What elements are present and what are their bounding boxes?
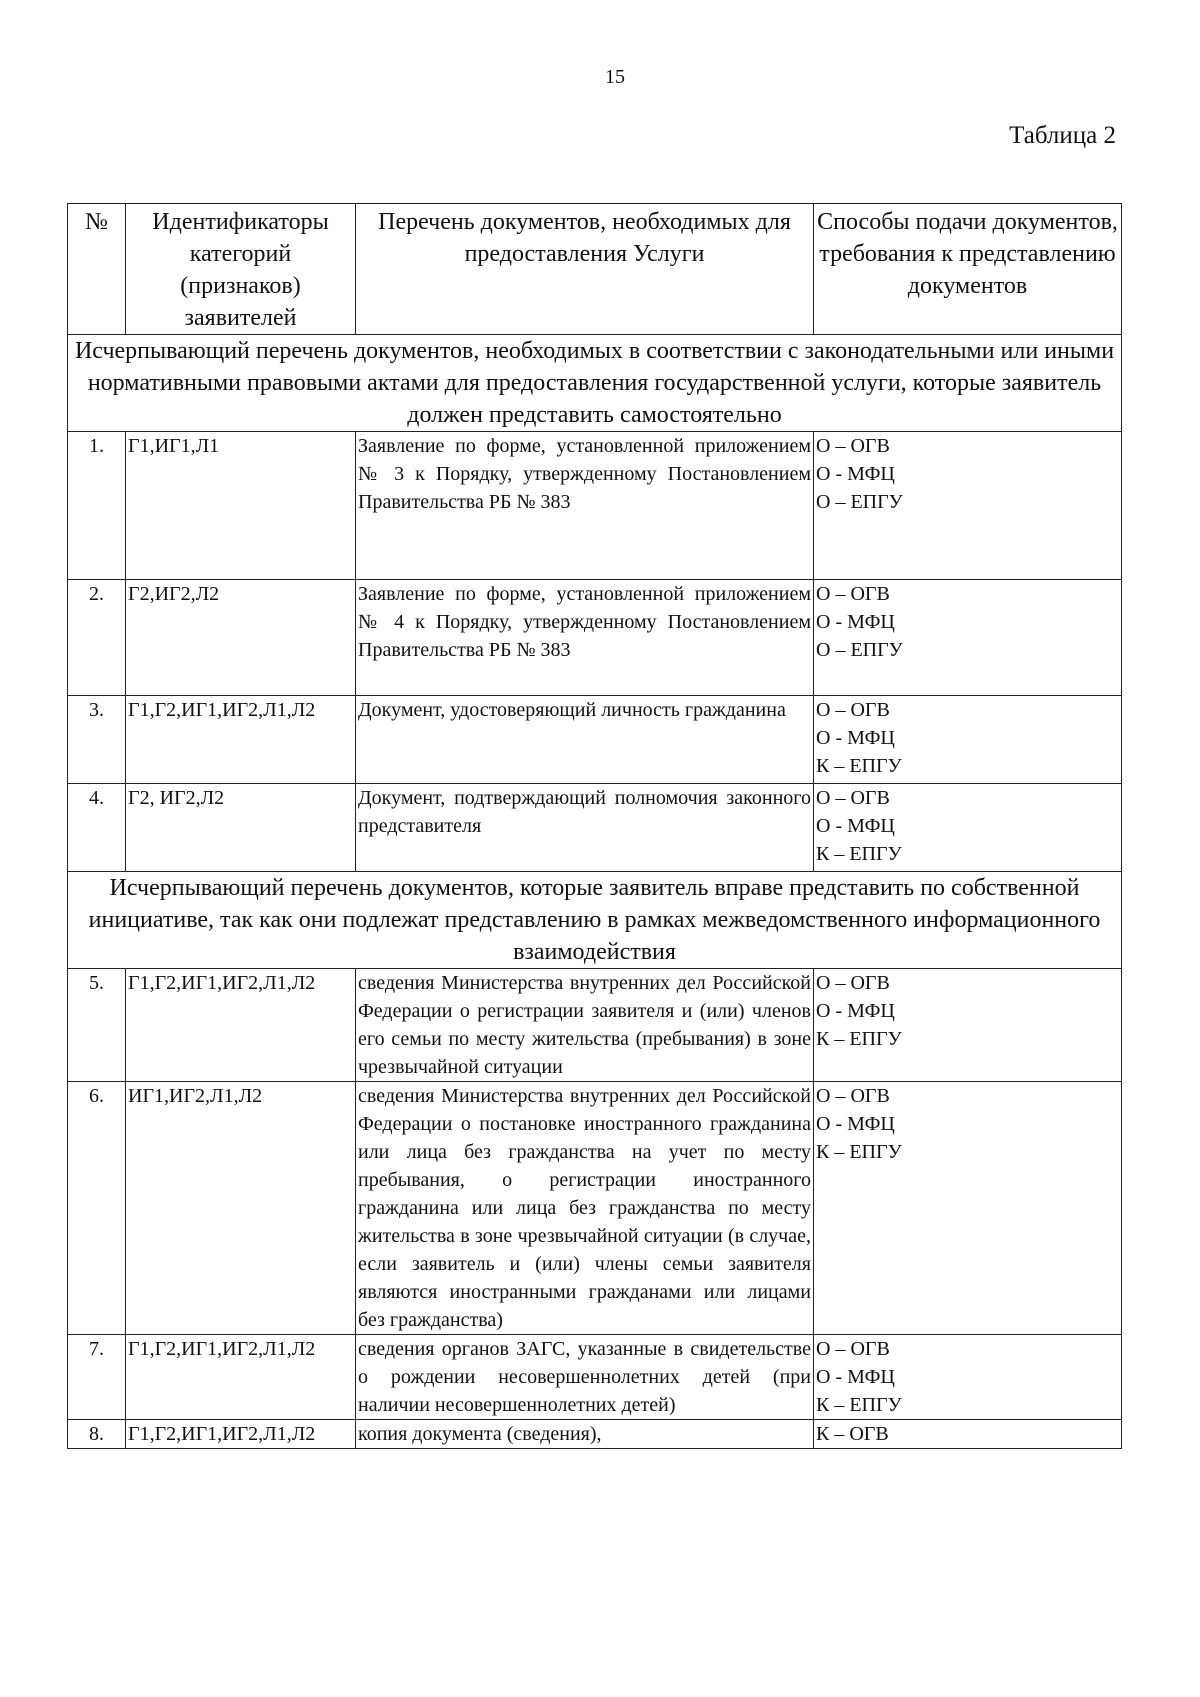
row-document: сведения Министерства внутренних дел Российской Федерации о регистрации заявителя и (или) членов его семьи по месту жительства (пребывания) в зоне чрезвычайной ситуации bbox=[356, 969, 814, 1082]
row-identifiers: Г1,ИГ1,Л1 bbox=[126, 432, 356, 580]
row-identifiers: Г1,Г2,ИГ1,ИГ2,Л1,Л2 bbox=[126, 1335, 356, 1420]
header-methods: Способы подачи документов, требования к представлению документов bbox=[814, 204, 1122, 335]
table-row bbox=[68, 969, 1122, 1082]
row-document: Документ, подтверждающий полномочия законного представителя bbox=[356, 784, 814, 872]
row-methods bbox=[814, 784, 1122, 872]
row-identifiers: Г1,Г2,ИГ1,ИГ2,Л1,Л2 bbox=[126, 696, 356, 784]
row-number: 8. bbox=[68, 1420, 126, 1449]
header-number: № bbox=[68, 204, 126, 335]
table-header-row bbox=[68, 204, 1122, 335]
row-methods bbox=[814, 432, 1122, 580]
method-item: О – ОГВ bbox=[816, 1338, 890, 1360]
row-document: Заявление по форме, установленной приложением № 3 к Порядку, утвержденному Постановлением Правительства РБ № 383 bbox=[356, 432, 814, 580]
method-item: О - МФЦ bbox=[816, 727, 895, 749]
method-item: О - МФЦ bbox=[816, 1000, 895, 1022]
header-identifiers: Идентификаторы категорий (признаков) заявителей bbox=[126, 204, 356, 335]
row-methods bbox=[814, 969, 1122, 1082]
row-document: Заявление по форме, установленной приложением № 4 к Порядку, утвержденному Постановлением Правительства РБ № 383 bbox=[356, 580, 814, 696]
row-number: 1. bbox=[68, 432, 126, 580]
row-number: 6. bbox=[68, 1082, 126, 1335]
method-item: К – ЕПГУ bbox=[816, 1141, 902, 1163]
table-row bbox=[68, 784, 1122, 872]
row-identifiers: ИГ1,ИГ2,Л1,Л2 bbox=[126, 1082, 356, 1335]
method-item: О – ЕПГУ bbox=[816, 491, 903, 513]
table-row bbox=[68, 1335, 1122, 1420]
row-methods bbox=[814, 580, 1122, 696]
method-item: К – ЕПГУ bbox=[816, 843, 902, 865]
method-item: О – ОГВ bbox=[816, 435, 890, 457]
row-methods bbox=[814, 1335, 1122, 1420]
method-item: О - МФЦ bbox=[816, 611, 895, 633]
row-methods bbox=[814, 1082, 1122, 1335]
row-document: сведения органов ЗАГС, указанные в свидетельстве о рождении несовершеннолетних детей (при наличии несовершеннолетних детей) bbox=[356, 1335, 814, 1420]
row-identifiers: Г1,Г2,ИГ1,ИГ2,Л1,Л2 bbox=[126, 1420, 356, 1449]
method-item: К – ЕПГУ bbox=[816, 1028, 902, 1050]
row-number: 3. bbox=[68, 696, 126, 784]
row-number: 4. bbox=[68, 784, 126, 872]
row-number: 5. bbox=[68, 969, 126, 1082]
table-row bbox=[68, 580, 1122, 696]
row-document: копия документа (сведения), bbox=[356, 1420, 814, 1449]
row-document: сведения Министерства внутренних дел Российской Федерации о постановке иностранного гражданина или лица без гражданства на учет по месту пребывания, о регистрации иностранного гражданина или лица без гражданства по месту жительства в зоне чрезвычайной ситуации (в случае, если заявитель и (или) члены семьи заявителя являются иностранными гражданами или лицами без гражданства) bbox=[356, 1082, 814, 1335]
section-row bbox=[68, 872, 1122, 969]
table-row bbox=[68, 696, 1122, 784]
method-item: О - МФЦ bbox=[816, 463, 895, 485]
method-item: О – ОГВ bbox=[816, 972, 890, 994]
row-identifiers: Г2, ИГ2,Л2 bbox=[126, 784, 356, 872]
section-row bbox=[68, 335, 1122, 432]
method-item: О - МФЦ bbox=[816, 815, 895, 837]
method-item: О – ОГВ bbox=[816, 1085, 890, 1107]
method-item: О - МФЦ bbox=[816, 1113, 895, 1135]
table-row bbox=[68, 1420, 1122, 1449]
method-item: О – ЕПГУ bbox=[816, 639, 903, 661]
method-item: О – ОГВ bbox=[816, 787, 890, 809]
method-item: О – ОГВ bbox=[816, 583, 890, 605]
row-document: Документ, удостоверяющий личность гражданина bbox=[356, 696, 814, 784]
section-heading-required: Исчерпывающий перечень документов, необходимых в соответствии с законодательными или иными нормативными правовыми актами для предоставления государственной услуги, которые заявитель должен представить самостоятельно bbox=[68, 335, 1122, 432]
method-item: К – ОГВ bbox=[816, 1423, 889, 1445]
documents-table bbox=[67, 203, 1122, 1449]
method-item: К – ЕПГУ bbox=[816, 1394, 902, 1416]
row-methods bbox=[814, 1420, 1122, 1449]
table-row bbox=[68, 1082, 1122, 1335]
method-item: О – ОГВ bbox=[816, 699, 890, 721]
row-identifiers: Г1,Г2,ИГ1,ИГ2,Л1,Л2 bbox=[126, 969, 356, 1082]
header-documents: Перечень документов, необходимых для предоставления Услуги bbox=[356, 204, 814, 335]
row-methods bbox=[814, 696, 1122, 784]
row-number: 2. bbox=[68, 580, 126, 696]
method-item: К – ЕПГУ bbox=[816, 755, 902, 777]
table-caption: Таблица 2 bbox=[1009, 122, 1116, 149]
method-item: О - МФЦ bbox=[816, 1366, 895, 1388]
row-identifiers: Г2,ИГ2,Л2 bbox=[126, 580, 356, 696]
page-number: 15 bbox=[605, 66, 625, 88]
table-row bbox=[68, 432, 1122, 580]
row-number: 7. bbox=[68, 1335, 126, 1420]
section-heading-optional: Исчерпывающий перечень документов, которые заявитель вправе представить по собственной инициативе, так как они подлежат представлению в рамках межведомственного информационного взаимодействия bbox=[68, 872, 1122, 969]
